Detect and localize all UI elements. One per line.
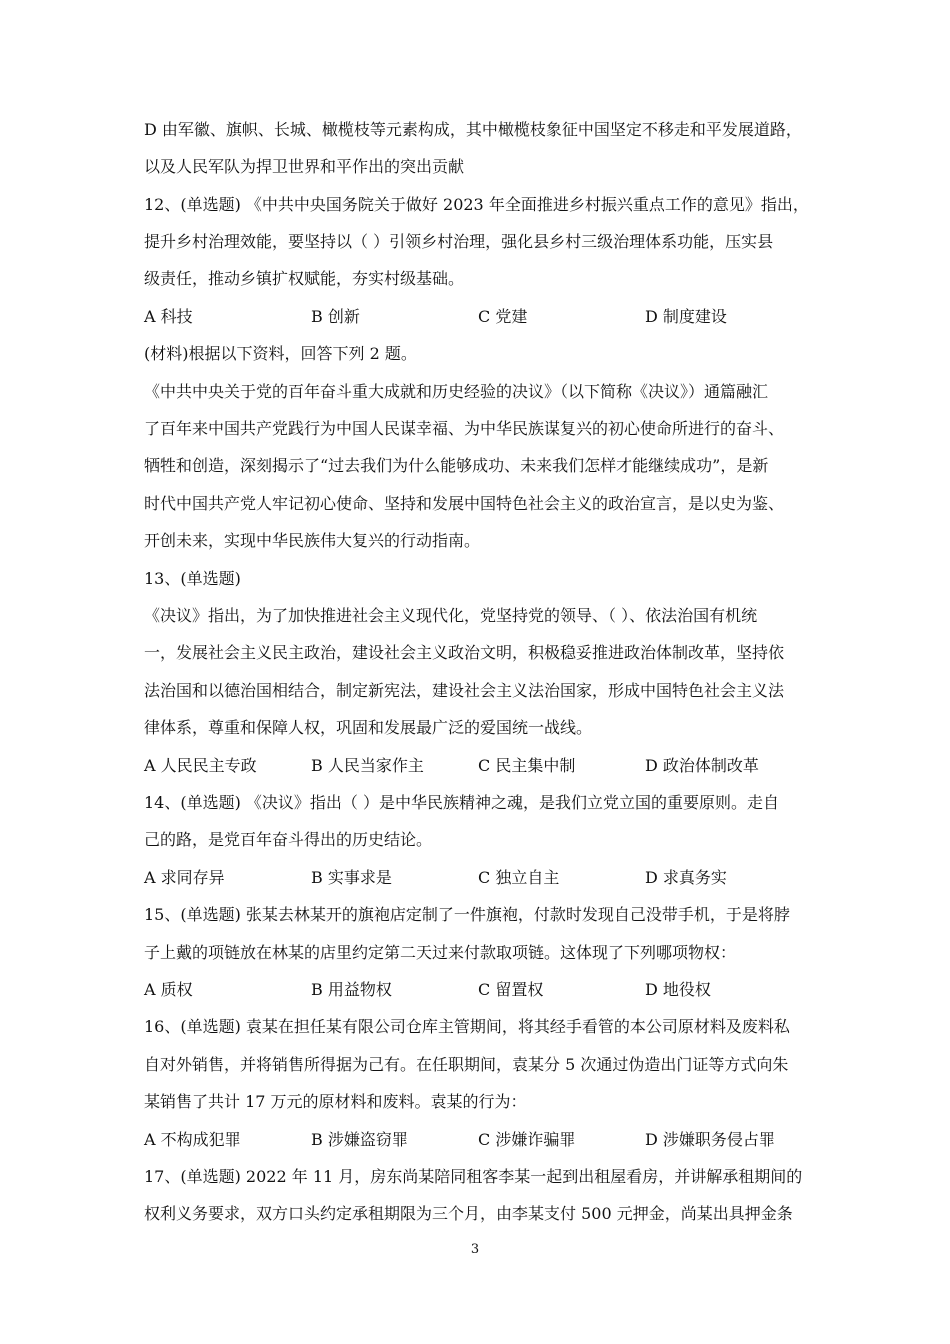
material-line-2: 了百年来中国共产党践行为中国人民谋幸福、为中华民族谋复兴的初心使命所进行的奋斗、 [144,419,785,438]
q17-line-2: 权利义务要求，双方口头约定承租期限为三个月，由李某支付 500 元押金，尚某出具押金条 [144,1204,793,1223]
q13-line-2: 一，发展社会主义民主政治，建设社会主义政治文明，积极稳妥推进政治体制改革，坚持依 [144,643,785,662]
material-line-1: 《中共中央关于党的百年奋斗重大成就和历史经验的决议》（以下简称《决议》）通篇融汇 [144,382,769,401]
q13-option-c: C 民主集中制 [478,756,576,775]
q11-option-d-line-1: D 由军徽、旗帜、长城、橄榄枝等元素构成，其中橄榄枝象征中国坚定不移走和平发展道路， [144,120,802,139]
q14-option-c: C 独立自主 [478,868,560,887]
q13-option-a: A 人民民主专政 [144,756,257,775]
q15-line-2: 子上戴的项链放在林某的店里约定第二天过来付款取项链。这体现了下列哪项物权： [144,943,737,962]
q12-line-2: 提升乡村治理效能，要坚持以（ ）引领乡村治理，强化县乡村三级治理体系功能，压实县 [144,232,774,251]
q15-option-b: B 用益物权 [311,980,392,999]
q13-line-3: 法治国和以德治国相结合，制定新宪法，建设社会主义法治国家，形成中国特色社会主义法 [144,681,785,700]
material-line-3: 牺牲和创造，深刻揭示了“过去我们为什么能够成功、未来我们怎样才能继续成功”，是新 [144,456,769,475]
q12-line-3: 级责任，推动乡镇扩权赋能，夯实村级基础。 [144,269,465,288]
q15-line-1: 15、(单选题) 张某去林某开的旗袍店定制了一件旗袍，付款时发现自己没带手机，于是将脖 [144,905,790,924]
q16-option-d: D 涉嫌职务侵占罪 [645,1130,775,1149]
q13-header: 13、(单选题) [144,569,241,588]
page-number: 3 [470,1242,480,1257]
q14-option-d: D 求真务实 [645,868,727,887]
q12-option-a: A 科技 [144,307,193,326]
q14-line-1: 14、(单选题) 《决议》指出（ ）是中华民族精神之魂，是我们立党立国的重要原则。走自 [144,793,780,812]
q16-option-c: C 涉嫌诈骗罪 [478,1130,576,1149]
q15-option-c: C 留置权 [478,980,544,999]
q13-line-1: 《决议》指出，为了加快推进社会主义现代化，党坚持党的领导、（ ）、依法治国有机统 [144,606,758,625]
q13-option-d: D 政治体制改革 [645,756,759,775]
q14-line-2: 己的路，是党百年奋斗得出的历史结论。 [144,830,433,849]
q13-option-b: B 人民当家作主 [311,756,424,775]
q17-line-1: 17、(单选题) 2022 年 11 月，房东尚某陪同租客李某一起到出租屋看房，并讲解承租期间的 [144,1167,803,1186]
q14-option-b: B 实事求是 [311,868,392,887]
q16-option-a: A 不构成犯罪 [144,1130,241,1149]
q11-option-d-line-2: 以及人民军队为捍卫世界和平作出的突出贡献 [144,157,465,176]
q12-line-1: 12、(单选题) 《中共中央国务院关于做好 2023 年全面推进乡村振兴重点工作的意见》指出， [144,195,809,214]
q12-option-b: B 创新 [311,307,360,326]
q13-line-4: 律体系，尊重和保障人权，巩固和发展最广泛的爱国统一战线。 [144,718,593,737]
q12-option-c: C 党建 [478,307,528,326]
material-intro: (材料)根据以下资料，回答下列 2 题。 [144,344,417,363]
material-line-5: 开创未来，实现中华民族伟大复兴的行动指南。 [144,531,481,550]
q16-option-b: B 涉嫌盗窃罪 [311,1130,408,1149]
q12-option-d: D 制度建设 [645,307,727,326]
q16-line-2: 自对外销售，并将销售所得据为己有。在任职期间，袁某分 5 次通过伪造出门证等方式向朱 [144,1055,789,1074]
q16-line-1: 16、(单选题) 袁某在担任某有限公司仓库主管期间，将其经手看管的本公司原材料及废料私 [144,1017,790,1036]
q15-option-d: D 地役权 [645,980,711,999]
q16-line-3: 某销售了共计 17 万元的原材料和废料。袁某的行为： [144,1092,527,1111]
q14-option-a: A 求同存异 [144,868,225,887]
q15-option-a: A 质权 [144,980,193,999]
material-line-4: 时代中国共产党人牢记初心使命、坚持和发展中国特色社会主义的政治宣言，是以史为鉴、 [144,494,785,513]
